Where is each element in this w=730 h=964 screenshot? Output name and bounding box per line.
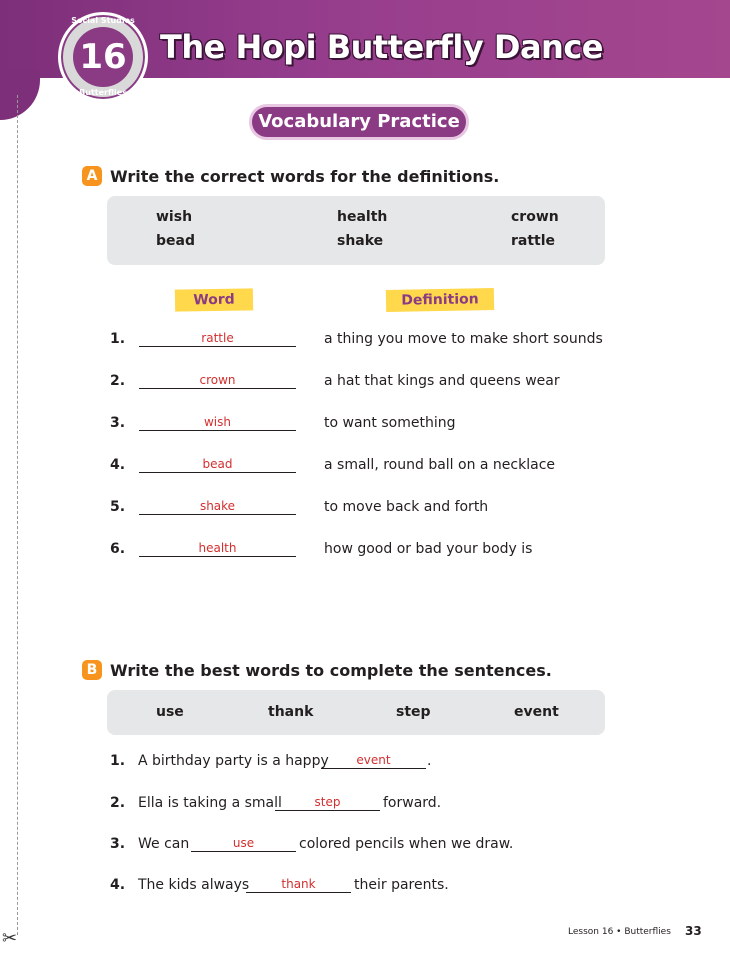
item-number: 4. — [110, 877, 126, 893]
word-bank-item: event — [514, 704, 559, 720]
badge-number: 16 — [79, 37, 127, 77]
sentence-before: The kids always — [138, 877, 250, 893]
definition-text: to want something — [324, 415, 456, 431]
badge-bottom-text: Butterflies — [79, 88, 127, 97]
sentence-after: colored pencils when we draw. — [299, 836, 514, 852]
word-bank-item: shake — [337, 233, 384, 249]
lesson-badge — [58, 12, 148, 102]
word-bank-a — [107, 196, 605, 265]
badge-number-circle — [73, 27, 133, 87]
section-a-instruction: Write the correct words for the definitions. — [110, 167, 500, 186]
item-number: 1. — [110, 753, 126, 769]
definition-text: how good or bad your body is — [324, 541, 533, 557]
item-number: 2. — [110, 373, 126, 389]
item-number: 4. — [110, 457, 126, 473]
badge-top-text: Social Studies — [71, 16, 135, 25]
definition-text: to move back and forth — [324, 499, 489, 515]
answer-text: use — [232, 836, 255, 850]
item-number: 3. — [110, 415, 126, 431]
column-label-definition: Definition — [386, 288, 494, 312]
scissors-icon: ✂ — [2, 928, 18, 949]
header-curve — [0, 70, 40, 120]
answer-text: bead — [202, 457, 233, 471]
item-number: 3. — [110, 836, 126, 852]
section-b-icon: B — [82, 660, 102, 680]
subtitle-pill: Vocabulary Practice — [249, 104, 469, 140]
footer-lesson: Lesson 16 • Butterflies — [568, 927, 671, 937]
word-bank-item: rattle — [511, 233, 556, 249]
column-label-word: Word — [175, 288, 253, 311]
answer-text: crown — [199, 373, 236, 387]
sentence-after: . — [427, 753, 432, 769]
sentence-after: their parents. — [354, 877, 449, 893]
answer-text: wish — [203, 415, 231, 429]
section-b-instruction: Write the best words to complete the sentences. — [110, 661, 552, 680]
sentence-before: A birthday party is a happy — [138, 753, 329, 769]
word-bank-item: bead — [156, 233, 195, 249]
item-number: 6. — [110, 541, 126, 557]
answer-text: health — [198, 541, 237, 555]
word-bank-item: wish — [156, 209, 193, 225]
definition-text: a thing you move to make short sounds — [324, 331, 603, 347]
word-bank-item: use — [156, 704, 184, 720]
answer-text: step — [314, 795, 341, 809]
word-bank-item: step — [396, 704, 431, 720]
sentence-before: Ella is taking a small — [138, 795, 282, 811]
answer-text: thank — [281, 877, 316, 891]
item-number: 2. — [110, 795, 126, 811]
definition-text: a small, round ball on a necklace — [324, 457, 555, 473]
answer-text: event — [356, 753, 391, 767]
word-bank-item: crown — [511, 209, 559, 225]
page-number: 33 — [685, 924, 702, 938]
sentence-after: forward. — [383, 795, 442, 811]
item-number: 1. — [110, 331, 126, 347]
word-bank-item: thank — [268, 704, 314, 720]
page-title: The Hopi Butterfly Dance — [160, 28, 603, 66]
sentence-before: We can — [138, 836, 190, 852]
definition-text: a hat that kings and queens wear — [324, 373, 560, 389]
word-bank-b — [107, 690, 605, 735]
item-number: 5. — [110, 499, 126, 515]
answer-text: shake — [199, 499, 236, 513]
word-bank-item: health — [337, 209, 388, 225]
answer-text: rattle — [201, 331, 234, 345]
cut-line — [17, 95, 18, 935]
section-a-icon: A — [82, 166, 102, 186]
